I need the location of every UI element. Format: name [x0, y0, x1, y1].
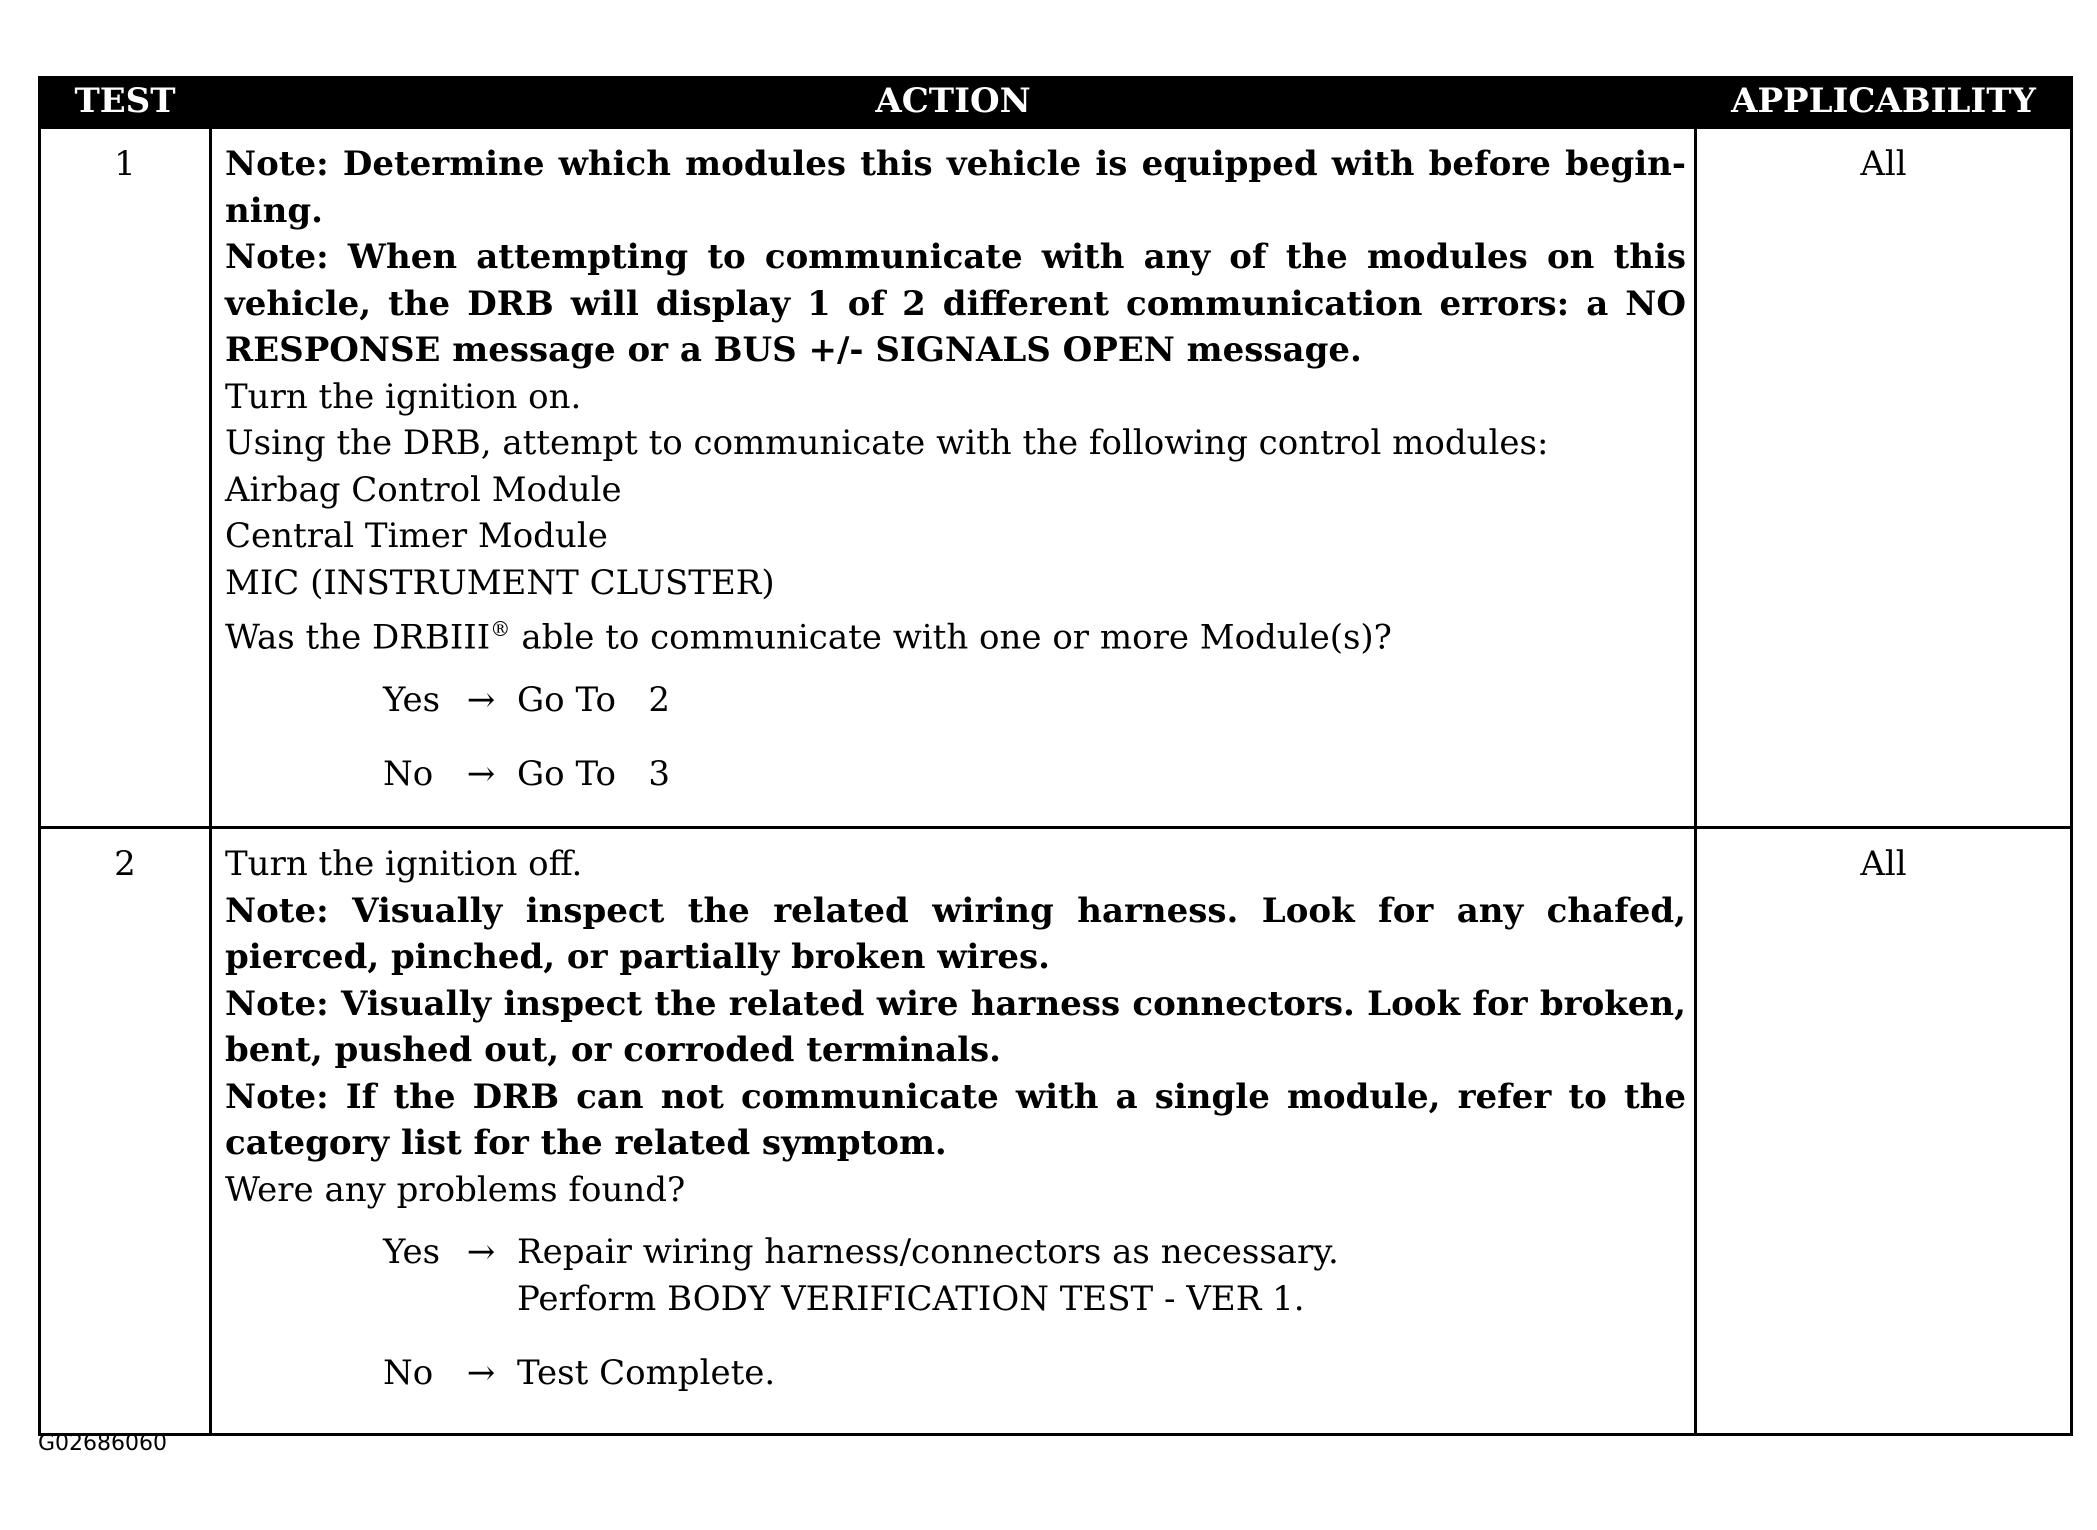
module-name: MIC (INSTRUMENT CLUSTER)	[225, 562, 775, 603]
header-test: TEST	[40, 76, 211, 128]
arrow-icon: →	[466, 1353, 496, 1393]
branch-result: Test Complete.	[517, 1353, 776, 1393]
table-row	[40, 828, 2072, 1435]
arrow-icon: →	[466, 1232, 496, 1272]
step-text: Turn the ignition on.	[225, 376, 582, 417]
test-number: 2	[40, 828, 211, 1435]
action-cell	[211, 128, 1696, 828]
no-branch	[383, 1350, 1686, 1397]
arrow-icon: →	[466, 679, 496, 720]
note-text: Note: Determine which modules this vehicle is equipped with before begin-ning.	[225, 144, 1686, 231]
answer-label: No	[383, 1353, 434, 1393]
no-branch	[383, 751, 1686, 798]
note-text: Note: Visually inspect the related wire harness connectors. Look for broken, bent, pushed out, or corroded terminals.	[225, 983, 1686, 1070]
applicability-value: All	[1696, 128, 2072, 828]
action-cell	[211, 828, 1696, 1435]
applicability-value: All	[1696, 828, 2072, 1435]
arrow-icon: →	[466, 754, 496, 795]
table-header	[40, 76, 2072, 128]
header-action: ACTION	[211, 76, 1696, 128]
step-text: Using the DRB, attempt to communicate with the following control modules:	[225, 423, 1549, 463]
branch-result: Go To 3	[517, 754, 670, 795]
test-number: 1	[40, 128, 211, 828]
note-text: Note: If the DRB can not communicate with a single module, refer to the category list for the related symptom.	[225, 1076, 1686, 1163]
question-text: Were any problems found?	[225, 1169, 686, 1210]
question-text: Was the DRBIII® able to communicate with one or more Module(s)?	[225, 617, 1392, 658]
note-text: Note: Visually inspect the related wiring harness. Look for any chafed, pierced, pinched, or partially broken wires.	[225, 890, 1686, 977]
branch-result: Repair wiring harness/connectors as necessary. Perform BODY VERIFICATION TEST - VER 1.	[517, 1232, 1339, 1319]
header-applicability: APPLICABILITY	[1696, 76, 2072, 128]
answer-label: No	[383, 754, 434, 795]
step-text: Turn the ignition off.	[225, 844, 583, 884]
module-name: Central Timer Module	[225, 516, 608, 556]
diagnostic-test-table	[38, 76, 2073, 1436]
module-name: Airbag Control Module	[225, 469, 622, 510]
yes-branch	[383, 1229, 1686, 1322]
yes-branch	[383, 677, 1686, 724]
registered-mark: ®	[490, 617, 511, 641]
figure-code: G02686060	[38, 1431, 168, 1456]
branch-result: Go To 2	[517, 679, 670, 720]
answer-label: Yes	[383, 679, 441, 720]
note-text: Note: When attempting to communicate with any of the modules on this vehicle, the DRB will display 1 of 2 different communication errors: a NO RESPONSE message or a BUS +/- SIGNALS OPEN message.	[225, 237, 1686, 370]
table-row	[40, 128, 2072, 828]
answer-label: Yes	[383, 1232, 441, 1272]
